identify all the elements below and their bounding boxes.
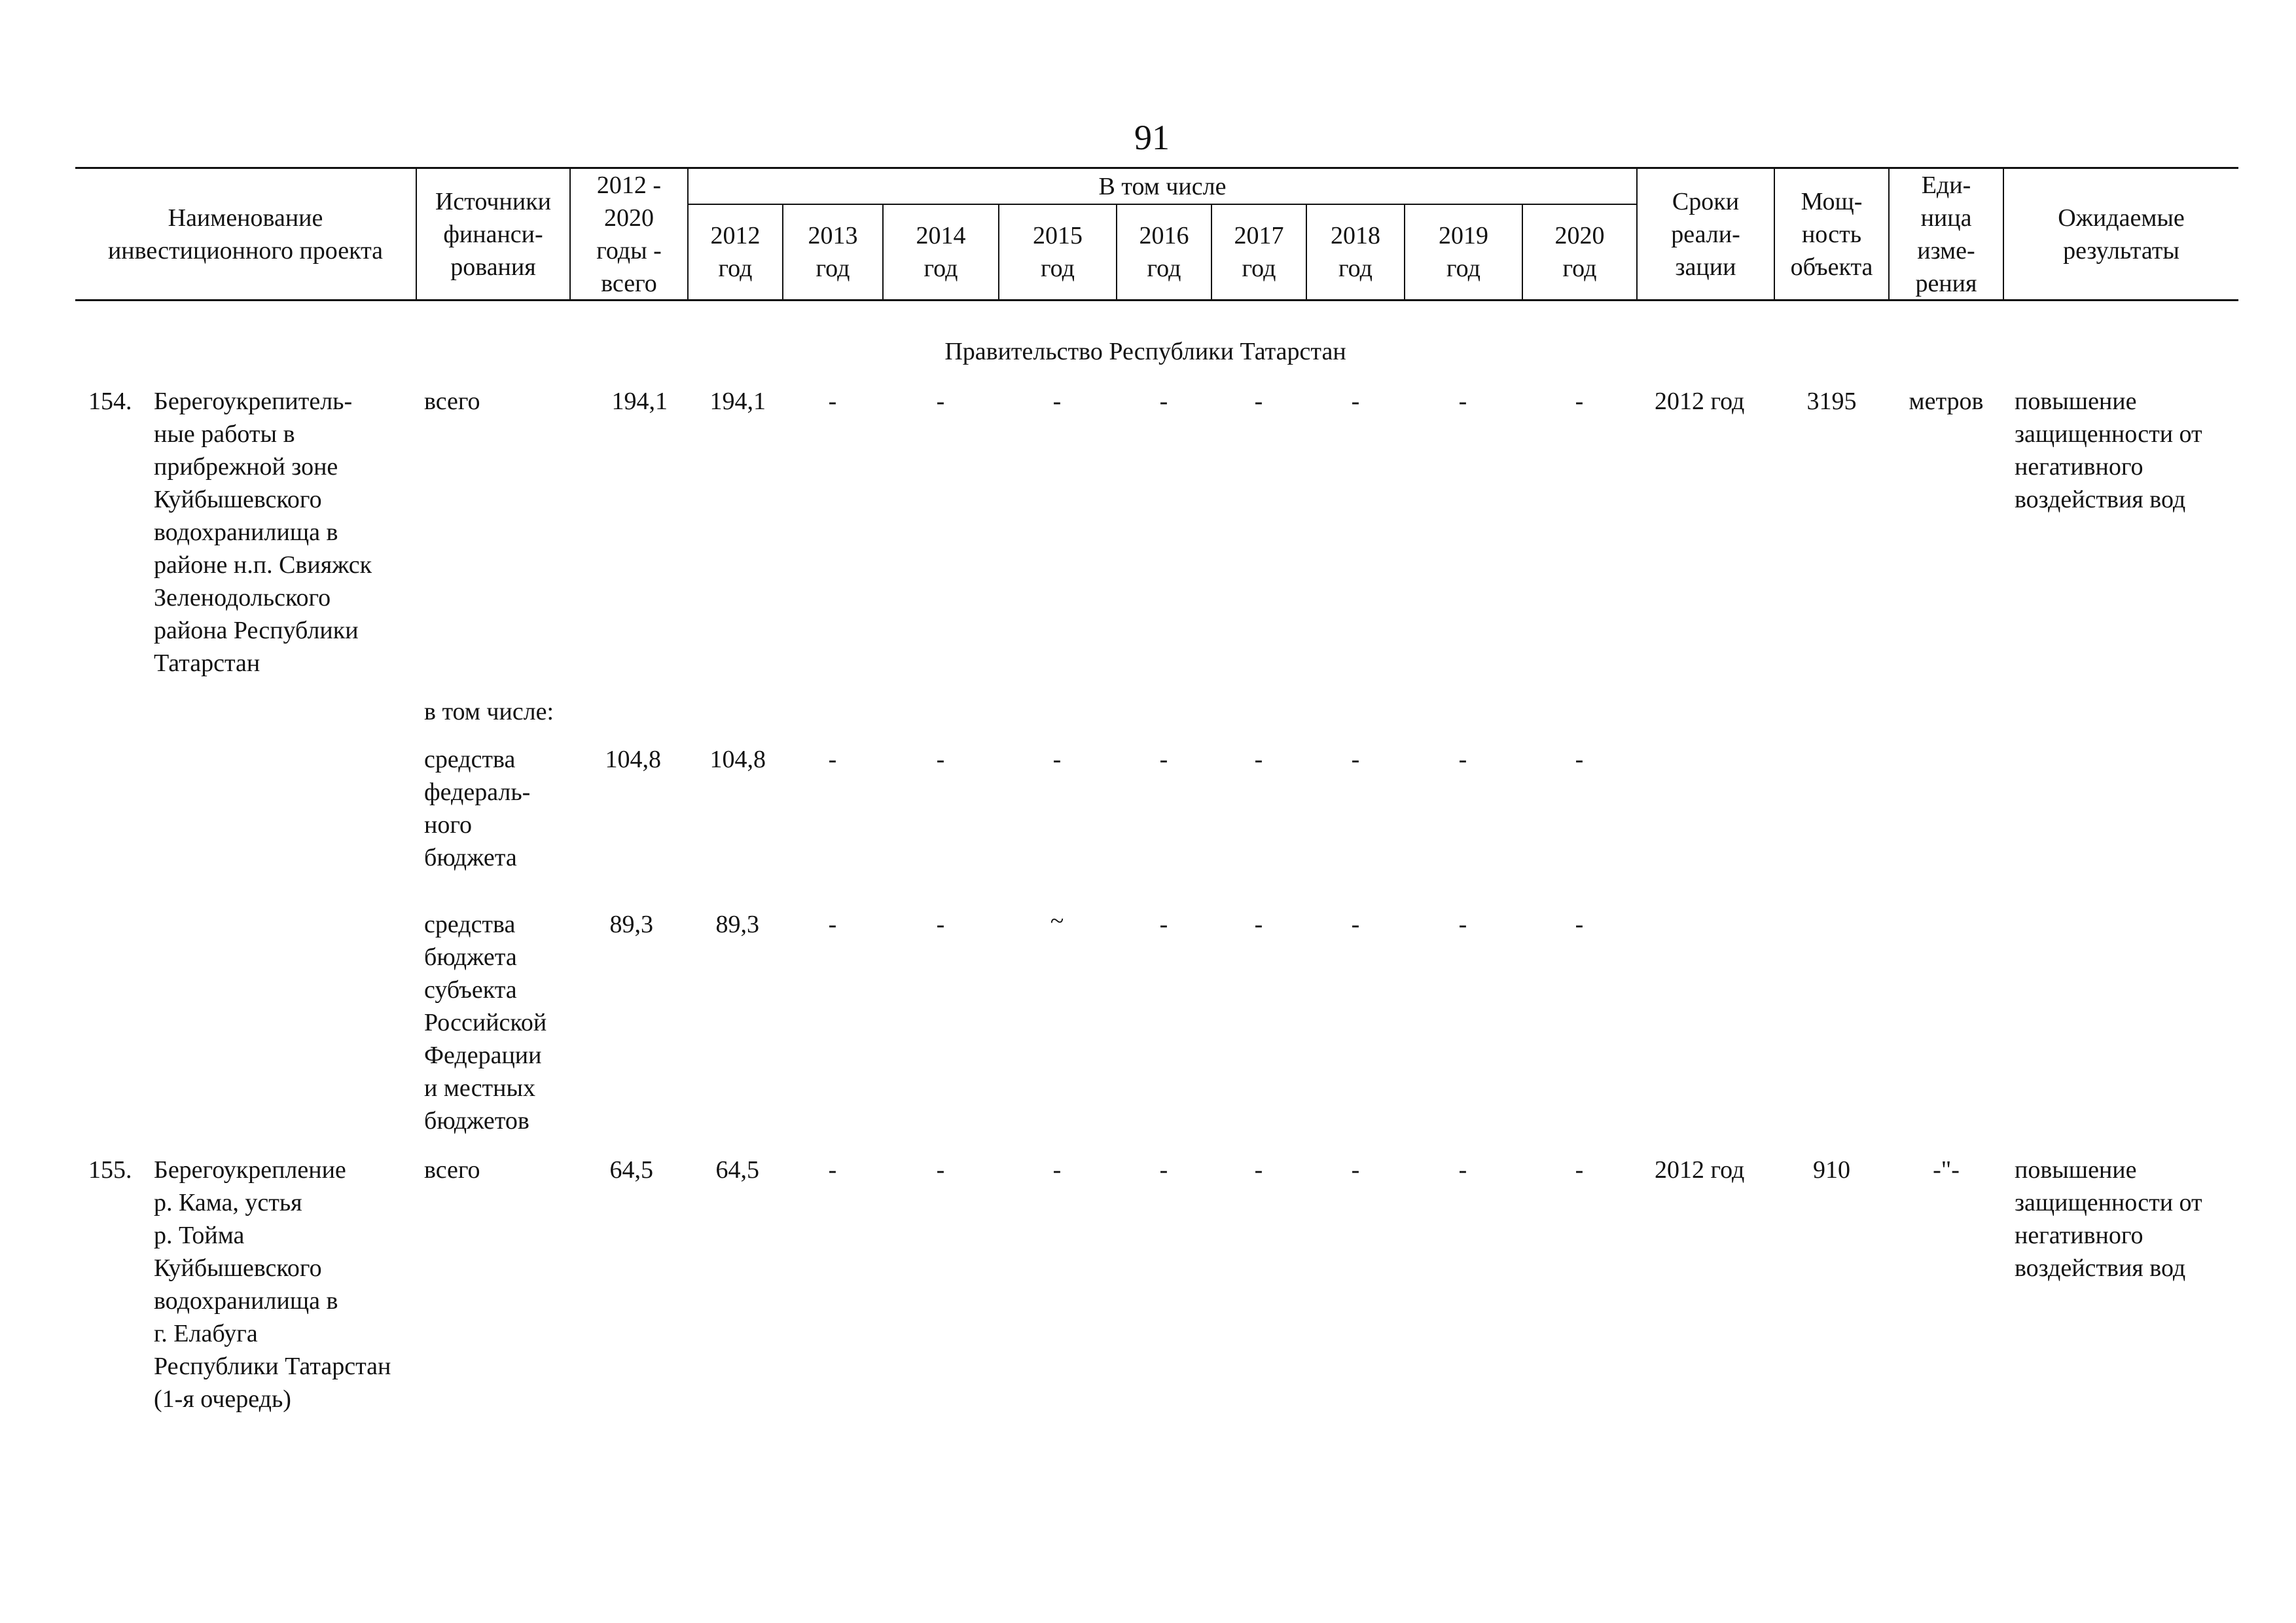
- header-year-2017: 2017 год: [1234, 222, 1284, 282]
- year-2014-value: -: [936, 1156, 945, 1184]
- object-capacity: 3195: [1806, 388, 1857, 415]
- year-2015-value: -: [1052, 746, 1062, 773]
- year-2018-value: -: [1351, 746, 1360, 773]
- year-2020-value: -: [1575, 911, 1584, 938]
- header-year-2018: 2018 год: [1331, 222, 1380, 282]
- year-2013-value: -: [828, 911, 837, 938]
- header-including: В том числе: [1098, 172, 1227, 200]
- project-number: 154.: [88, 388, 132, 415]
- year-2018-value: -: [1351, 1156, 1360, 1184]
- year-2016-value: -: [1159, 1156, 1168, 1184]
- funding-source: всего: [424, 1156, 480, 1184]
- header-capacity: Мощ- ность объекта: [1790, 187, 1873, 281]
- year-2017-value: -: [1254, 388, 1263, 415]
- year-2019-value: -: [1458, 746, 1467, 773]
- year-2012-value: 64,5: [715, 1156, 759, 1184]
- year-2012-value: 104,8: [709, 746, 766, 773]
- year-2013-value: -: [828, 388, 837, 415]
- expected-results: повышение защищенности от негативного воздействия вод: [2015, 1156, 2202, 1282]
- unit-of-measure: -"-: [1933, 1156, 1960, 1184]
- header-year-2019: 2019 год: [1439, 222, 1488, 282]
- header-expected-results: Ожидаемые результаты: [2058, 204, 2185, 264]
- year-2018-value: -: [1351, 911, 1360, 938]
- year-2014-value: -: [936, 388, 945, 415]
- header-year-2013: 2013 год: [808, 222, 858, 282]
- header-year-2016: 2016 год: [1139, 222, 1189, 282]
- header-terms: Сроки реали- зации: [1671, 187, 1740, 281]
- total-value: 89,3: [609, 911, 653, 938]
- year-2020-value: -: [1575, 388, 1584, 415]
- year-2017-value: -: [1254, 911, 1263, 938]
- year-2019-value: -: [1458, 388, 1467, 415]
- object-capacity: 910: [1813, 1156, 1850, 1184]
- project-name: Берегоукрепление р. Кама, устья р. Тойма Куйбышевского водохранилища в г. Елабуга Республики Татарстан (1-я очередь): [154, 1156, 391, 1413]
- header-unit: Еди- ница изме- рения: [1915, 171, 1977, 297]
- implementation-terms: 2012 год: [1655, 388, 1745, 415]
- total-value: 104,8: [605, 746, 661, 773]
- year-2016-value: -: [1159, 388, 1168, 415]
- year-2020-value: -: [1575, 1156, 1584, 1184]
- header-funding-source: Источники финанси- рования: [435, 187, 551, 281]
- project-number: 155.: [88, 1156, 132, 1184]
- header-project-name: Наименование инвестиционного проекта: [107, 204, 384, 264]
- year-2019-value: -: [1458, 911, 1467, 938]
- header-total: 2012 - 2020 годы - всего: [596, 171, 662, 297]
- header-year-2012: 2012 год: [710, 222, 761, 282]
- year-2012-value: 194,1: [709, 388, 766, 415]
- year-2013-value: -: [828, 1156, 837, 1184]
- table-header: [0, 0, 2296, 308]
- header-year-2020: 2020 год: [1554, 222, 1605, 282]
- including-label: в том числе:: [424, 698, 554, 725]
- year-2015-value: -: [1052, 388, 1062, 415]
- year-2017-value: -: [1254, 1156, 1263, 1184]
- total-value: 194,1: [611, 388, 668, 415]
- funding-source: средства федераль- ного бюджета: [424, 746, 531, 871]
- year-2014-value: -: [936, 746, 945, 773]
- funding-source: средства бюджета субъекта Российской Федерации и местных бюджетов: [424, 911, 547, 1135]
- year-2018-value: -: [1351, 388, 1360, 415]
- year-2016-value: -: [1159, 746, 1168, 773]
- funding-source: всего: [424, 388, 480, 415]
- expected-results: повышение защищенности от негативного воздействия вод: [2015, 388, 2202, 513]
- implementation-terms: 2012 год: [1655, 1156, 1745, 1184]
- year-2017-value: -: [1254, 746, 1263, 773]
- total-value: 64,5: [609, 1156, 653, 1184]
- year-2014-value: -: [936, 911, 945, 938]
- unit-of-measure: метров: [1909, 388, 1984, 415]
- year-2016-value: -: [1159, 911, 1168, 938]
- page-number: 91: [1134, 118, 1170, 157]
- year-2015-value: -: [1052, 1156, 1062, 1184]
- section-title: Правительство Республики Татарстан: [944, 338, 1346, 365]
- year-2019-value: -: [1458, 1156, 1467, 1184]
- header-year-2015: 2015 год: [1033, 222, 1083, 282]
- project-name: Берегоукрепитель- ные работы в прибрежной зоне Куйбышевского водохранилища в районе н.п. Свияжск Зеленодольского района Республики Татарстан: [154, 388, 372, 677]
- year-2015-value: ~: [1050, 907, 1064, 935]
- year-2020-value: -: [1575, 746, 1584, 773]
- year-2012-value: 89,3: [715, 911, 759, 938]
- year-2013-value: -: [828, 746, 837, 773]
- header-year-2014: 2014 год: [916, 222, 966, 282]
